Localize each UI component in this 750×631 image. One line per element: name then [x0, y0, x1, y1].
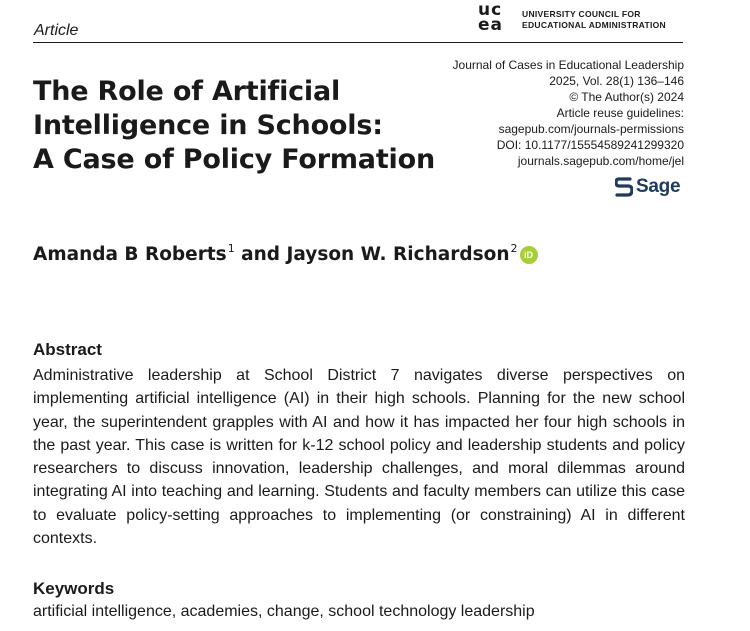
title-line-3: A Case of Policy Formation [33, 144, 435, 175]
article-title [33, 75, 453, 177]
journal-name: Journal of Cases in Educational Leadership [452, 58, 684, 72]
author-1-name: Amanda B Roberts [33, 244, 227, 265]
reuse-link[interactable]: sagepub.com/journals-permissions [498, 122, 684, 136]
sage-wordmark: Sage [636, 176, 681, 197]
ucea-logo[interactable] [478, 0, 684, 39]
orcid-icon[interactable]: iD [520, 246, 538, 264]
author-1-affiliation: 1 [227, 242, 235, 255]
doi-link[interactable]: DOI: 10.1177/15554589241299320 [496, 138, 684, 152]
ucea-letters-top: uc [478, 0, 503, 20]
reuse-label: Article reuse guidelines: [556, 106, 684, 120]
ucea-logo-letters [478, 0, 516, 35]
ucea-org-name [522, 9, 692, 31]
abstract-text: Administrative leadership at School District 7 navigates diverse perspectives on implementing artificial intelligence (AI) in their high schools. Planning for the new school year, the superintendent grapples with AI and how it has impacted her four high schools in the past year. This case is written for k-12 school policy and leadership students and policy researchers to discuss innovation, leadership challenges, and moral dilemmas around integrating AI into teaching and learning. Students and faculty members can utilize this case to evaluate policy-setting approaches to implementing (or constraining) AI in different contexts. [33, 367, 685, 548]
ucea-org-line1: UNIVERSITY COUNCIL FOR [522, 9, 641, 19]
abstract-heading: Abstract [33, 340, 102, 359]
keywords-text: artificial intelligence, academies, change, school technology leadership [33, 603, 535, 620]
journal-volume: 2025, Vol. 28(1) 136–146 [549, 74, 684, 88]
author-joiner: and [234, 244, 287, 265]
ucea-org-line2: EDUCATIONAL ADMINISTRATION [522, 20, 666, 30]
article-type-label: Article [34, 22, 79, 39]
title-line-2: Intelligence in Schools: [33, 110, 383, 141]
keywords-heading: Keywords [33, 579, 115, 598]
header-divider [33, 42, 683, 43]
sage-logo[interactable] [615, 176, 680, 198]
ucea-letters-bottom: ea [478, 15, 504, 35]
author-list [33, 244, 538, 265]
author-2-name: Jayson W. Richardson [286, 244, 510, 265]
title-line-1: The Role of Artificial [33, 76, 341, 107]
author-2-affiliation: 2 [510, 242, 518, 255]
journal-copyright: © The Author(s) 2024 [569, 90, 684, 104]
journal-home-link[interactable]: journals.sagepub.com/home/jel [517, 154, 684, 168]
sage-s-icon [615, 176, 633, 198]
